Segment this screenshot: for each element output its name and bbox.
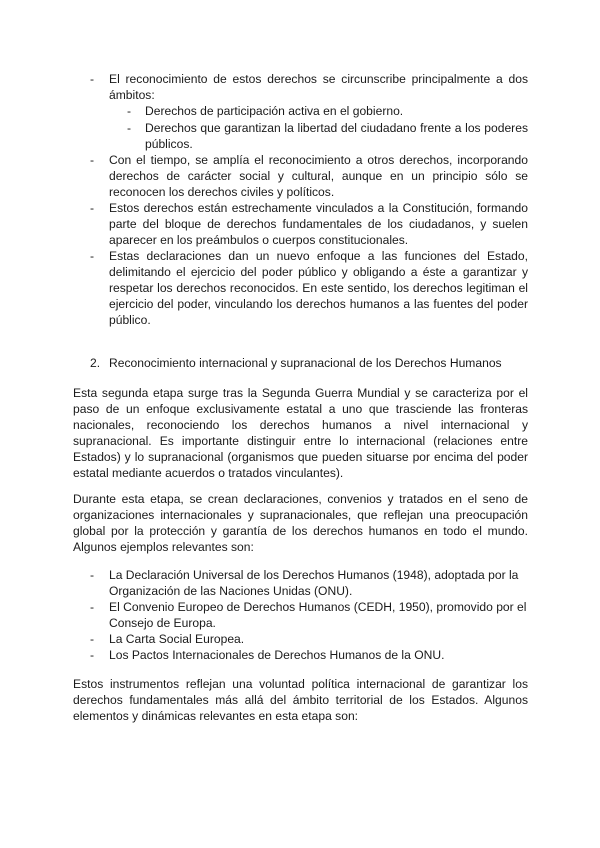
list-item-text: El reconocimiento de estos derechos se circunscribe principalmente a dos ámbitos:	[109, 72, 528, 102]
list-item-text: Los Pactos Internacionales de Derechos Humanos de la ONU.	[109, 648, 445, 662]
list-item-text: El Convenio Europeo de Derechos Humanos (CEDH, 1950), promovido por el Consejo de Europa.	[109, 600, 527, 630]
list-item	[0, 200, 600, 248]
list-item-text: Estas declaraciones dan un nuevo enfoque a las funciones del Estado, delimitando el ejercicio del poder público y obligando a éste a garantizar y respetar los derechos reconocidos. En este sentido, los derechos legitiman el ejercicio del poder, vinculando los derechos humanos a las fuentes del poder público.	[109, 249, 528, 327]
bullet-dash: -	[127, 104, 132, 118]
sub-list-item	[0, 103, 600, 119]
bullet-dash: -	[90, 568, 95, 582]
paragraph: Durante esta etapa, se crean declaraciones, convenios y tratados en el seno de organizaciones internacionales y supranacionales, que reflejan una preocupación global por la protección y garantía de los derechos humanos en todo el mundo. Algunos ejemplos relevantes son:	[73, 492, 528, 554]
list-item-text: Con el tiempo, se amplía el reconocimiento a otros derechos, incorporando derechos de carácter social y cultural, aunque en un principio sólo se reconocen los derechos civiles y políticos.	[109, 153, 528, 199]
list-item	[0, 567, 600, 599]
list-item-text: La Declaración Universal de los Derechos Humanos (1948), adoptada por la Organización de las Naciones Unidas (ONU).	[109, 568, 519, 598]
list-item	[0, 631, 600, 647]
section-heading	[0, 355, 600, 371]
list-item-text: Estos derechos están estrechamente vinculados a la Constitución, formando parte del bloque de derechos fundamentales de los ciudadanos, y suelen aparecer en los preámbulos o cuerpos constitucionales.	[109, 201, 528, 247]
list-item	[0, 599, 600, 631]
sub-list-item-text: Derechos que garantizan la libertad del ciudadano frente a los poderes públicos.	[145, 121, 528, 151]
bullet-dash: -	[90, 648, 95, 662]
section-title: Reconocimiento internacional y supranacional de los Derechos Humanos	[109, 356, 502, 370]
sub-list-item	[0, 120, 600, 152]
bullet-dash: -	[127, 121, 132, 135]
bullet-dash: -	[90, 153, 95, 167]
paragraph: Esta segunda etapa surge tras la Segunda Guerra Mundial y se caracteriza por el paso de un enfoque exclusivamente estatal a uno que trasciende las fronteras nacionales, reconociendo los derechos humanos a nivel internacional y supranacional. Es importante distinguir entre lo internacional (relaciones entre Estados) y lo supranacional (organismos que pueden situarse por encima del poder estatal mediante acuerdos o tratados vinculantes).	[73, 386, 528, 480]
list-item	[0, 248, 600, 328]
list-item	[0, 152, 600, 200]
paragraph: Estos instrumentos reflejan una voluntad política internacional de garantizar los derechos fundamentales más allá del ámbito territorial de los Estados. Algunos elementos y dinámicas relevantes en esta etapa son:	[73, 677, 528, 723]
sub-list-item-text: Derechos de participación activa en el gobierno.	[145, 104, 404, 118]
bullet-dash: -	[90, 632, 95, 646]
bullet-dash: -	[90, 201, 95, 215]
list-item-text: La Carta Social Europea.	[109, 632, 245, 646]
bullet-dash: -	[90, 72, 95, 86]
bullet-dash: -	[90, 249, 95, 263]
list-item	[0, 647, 600, 663]
list-item	[0, 71, 600, 103]
bullet-dash: -	[90, 600, 95, 614]
section-number: 2.	[90, 356, 101, 370]
